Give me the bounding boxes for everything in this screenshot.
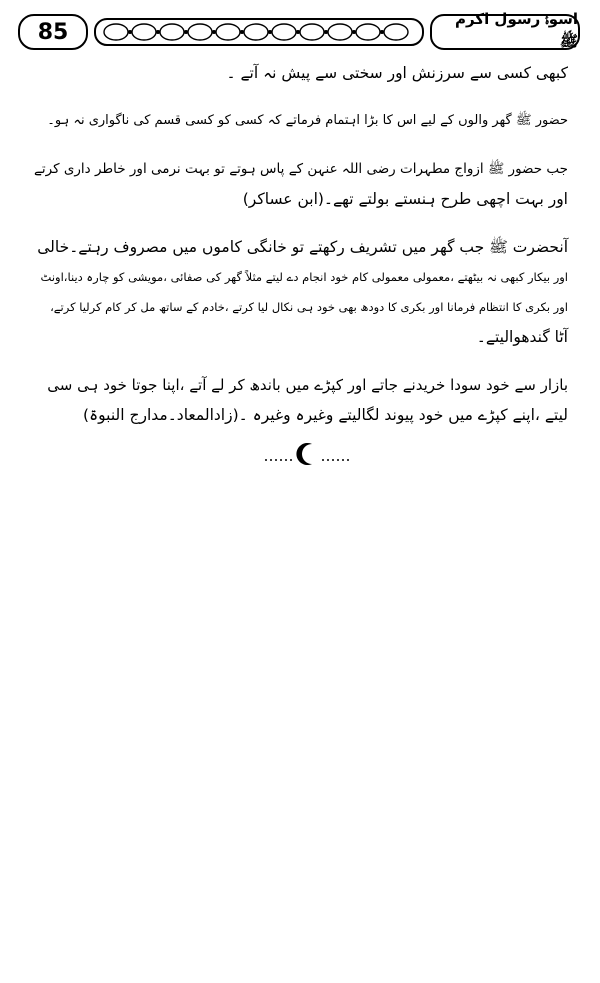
text-line: اور بہت اچھی طرح ہنستے بولتے تھے۔(ابن عساکر) (242, 190, 568, 208)
text-line: حضور ﷺ گھر والوں کے لیے اس کا بڑا اہتمام فرماتے کہ کسی کو کسی قسم کی ناگواری نہ ہو۔ (47, 113, 568, 128)
running-title: اسوۂ رسول اکرم ﷺ (430, 14, 580, 50)
text-line: جب حضور ﷺ ازواج مطہرات رضی اللہ عنہن کے پاس ہوتے تو بہت نرمی اور خاطر داری کرتے (34, 161, 568, 177)
header-ornament (94, 18, 424, 46)
paragraph (34, 58, 568, 88)
text-line: آنحضرت ﷺ جب گھر میں تشریف رکھتے تو خانگی کاموں میں مصروف رہتے۔خالی (37, 238, 568, 256)
text-line: لیتے ،اپنے کپڑے میں خود پیوند لگالیتے وغیرہ وغیرہ ۔(زادالمعاد۔مدارج النبوۃ) (83, 406, 568, 424)
page-header (18, 10, 584, 50)
paragraph (34, 106, 568, 136)
page-number: 85 (18, 14, 88, 50)
page-body (34, 58, 568, 448)
paragraph (34, 232, 568, 352)
text-line: کبھی کسی سے سرزنش اور سختی سے پیش نہ آتے ۔ (226, 64, 568, 82)
paragraph (34, 370, 568, 430)
crescent-divider-ornament (262, 438, 352, 468)
text-line: اور بیکار کبھی نہ بیٹھتے ،معمولی معمولی کام خود انجام دے لیتے مثلاً گھر کی صفائی ،مویشی کو چارہ دینا،اونٹ (40, 270, 568, 284)
paragraph (34, 154, 568, 214)
text-line: بازار سے خود سودا خریدنے جاتے اور کپڑے میں باندھ کر لے آتے ،اپنا جوتا خود ہی سی (47, 376, 568, 394)
text-line: آٹا گندھوالیتے۔ (476, 328, 568, 346)
text-line: اور بکری کا انتظام فرمانا اور بکری کا دودھ بھی خود ہی نکال لیا کرتے ،خادم کے ساتھ مل کر کام کرلیا کرتے، (50, 300, 568, 314)
